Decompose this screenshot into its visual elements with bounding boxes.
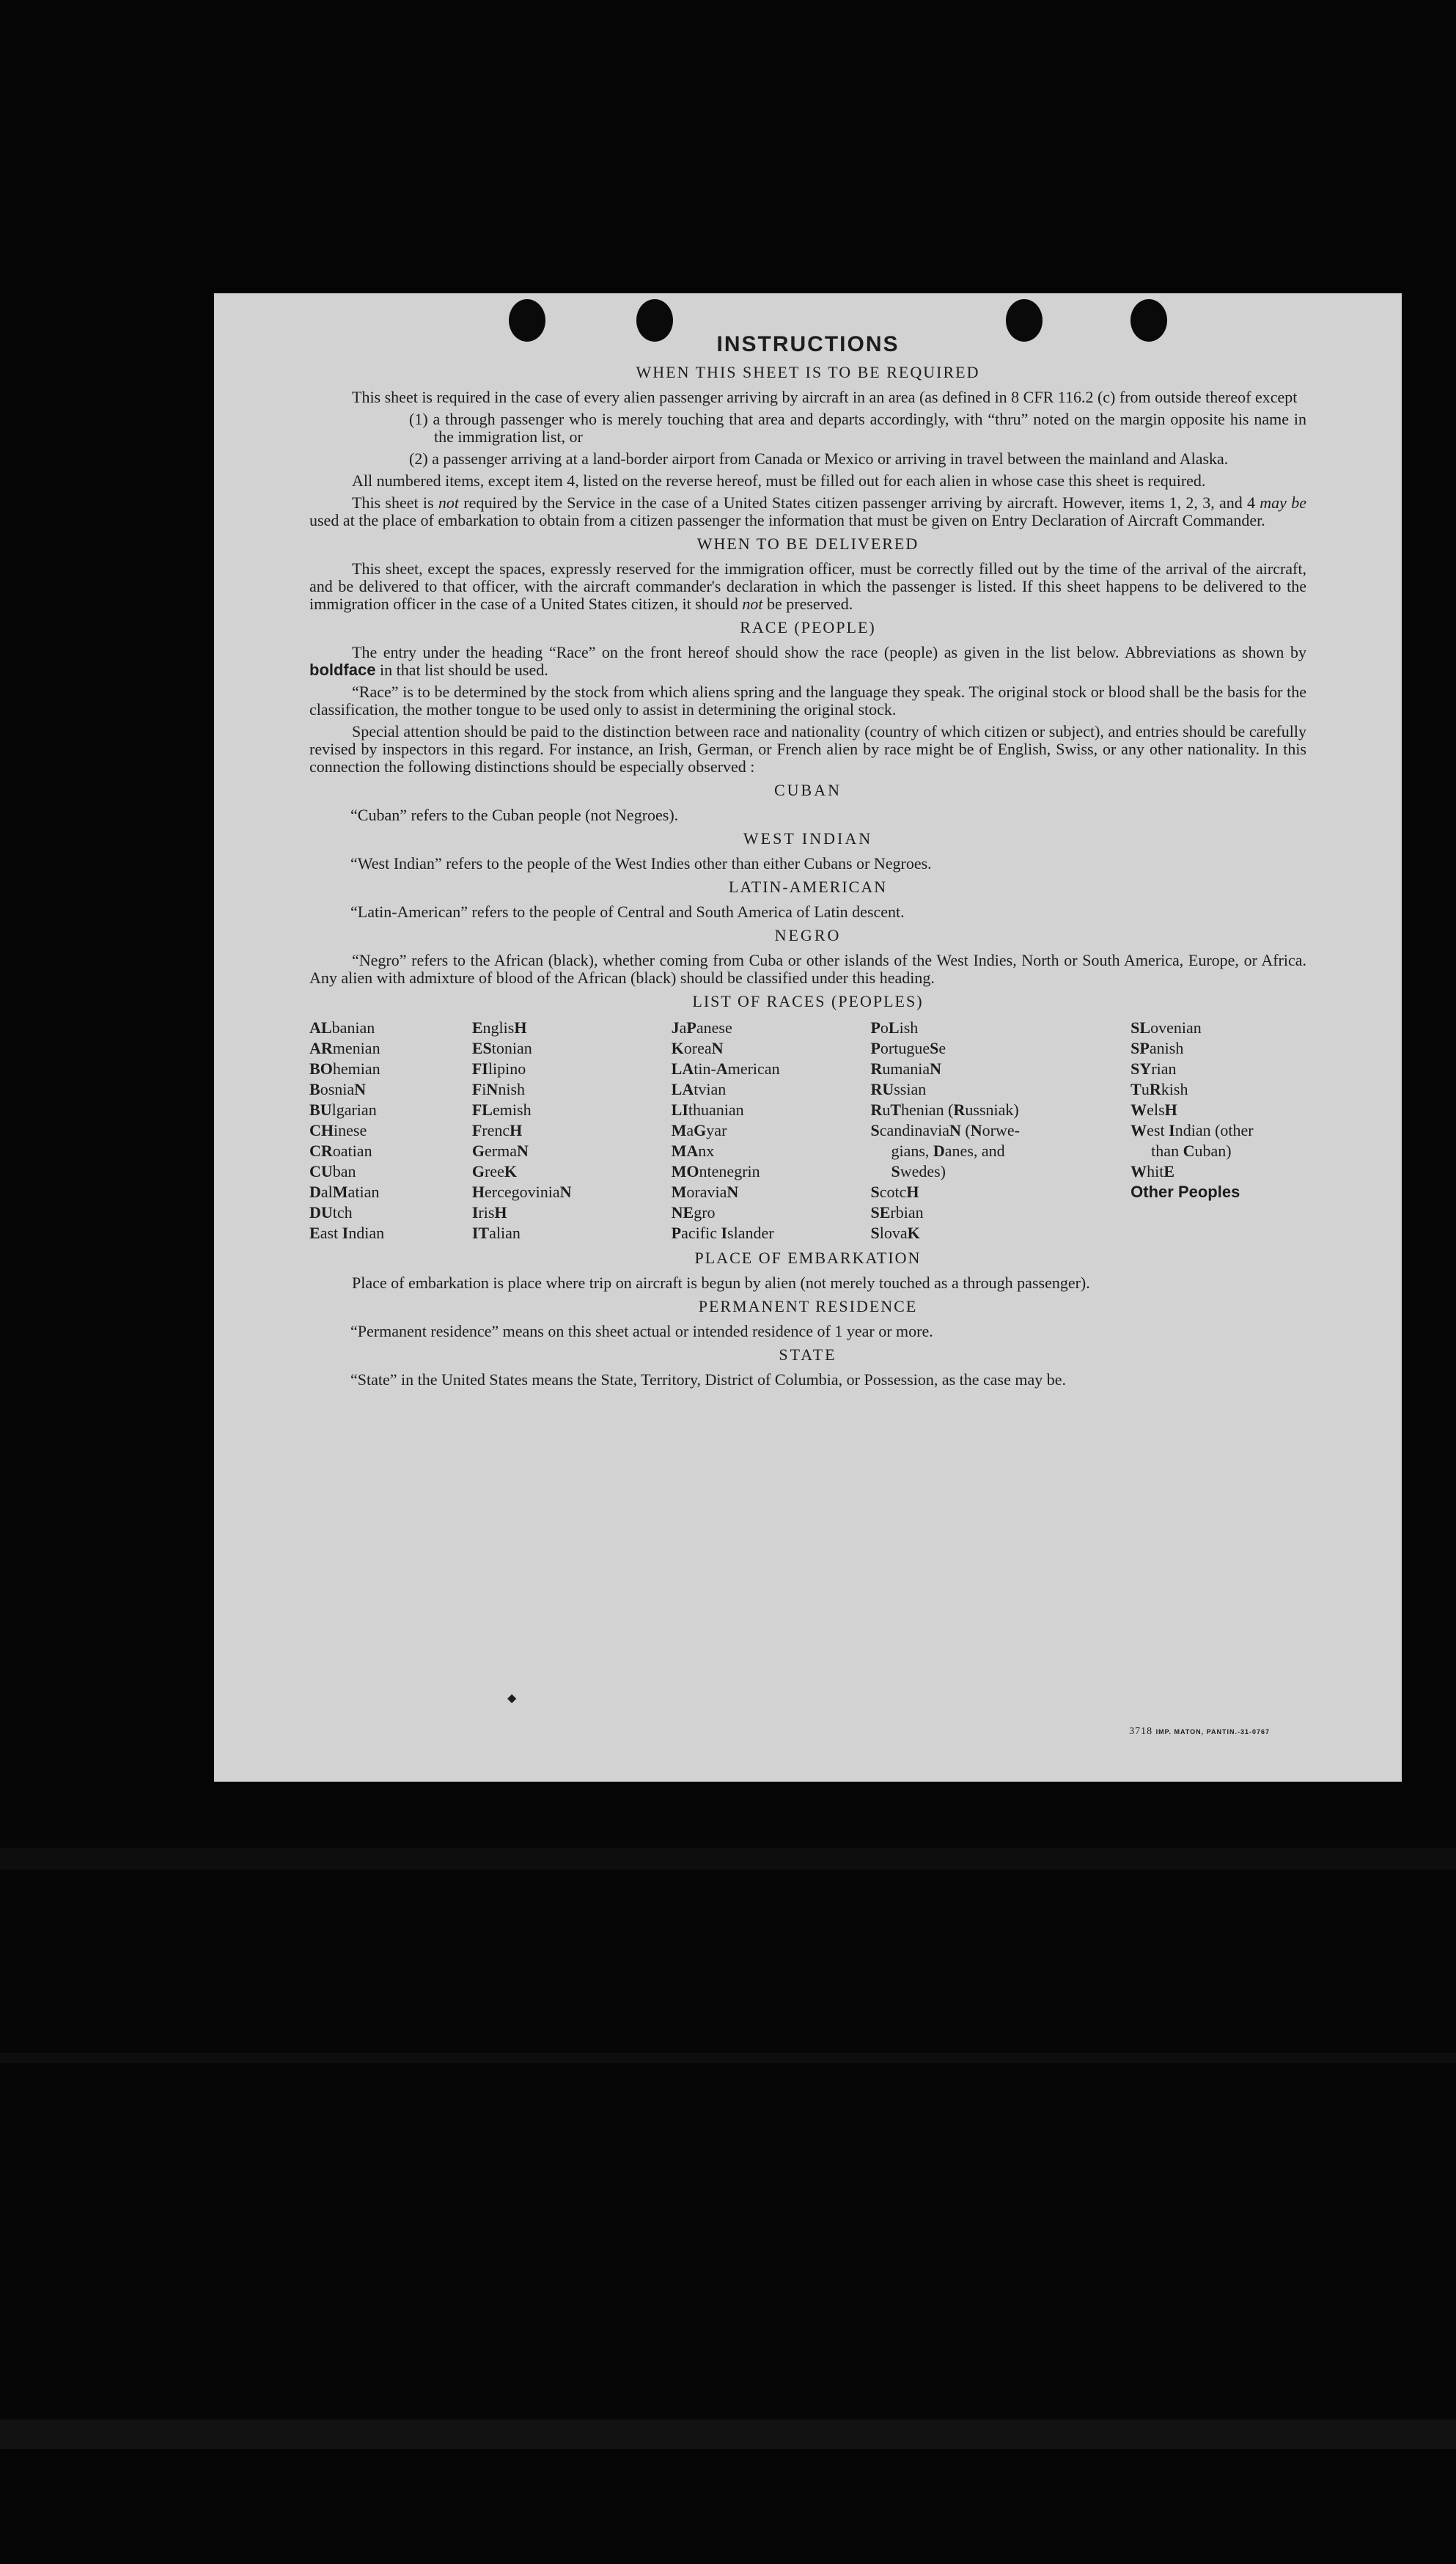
race-entry: BosniaN <box>309 1080 367 1098</box>
race-entry: East Indian <box>309 1224 385 1242</box>
race-entry: TuRkish <box>1130 1080 1188 1098</box>
state-text: “State” in the United States means the State, Territory, District of Columbia, or Possession, as the case may be. <box>350 1370 1067 1389</box>
race-entry: RUssian <box>870 1080 927 1098</box>
latin-american-text: “Latin-American” refers to the people of Central and South America of Latin descent. <box>350 903 905 921</box>
race-entry: GreeK <box>471 1162 517 1180</box>
race-entry: CRoatian <box>309 1142 372 1160</box>
race-entry: BOhemian <box>309 1059 380 1078</box>
race-entry: SYrian <box>1130 1059 1177 1078</box>
instruction-sheet <box>214 293 1402 1782</box>
required-intro: This sheet is required in the case of every alien passenger arriving by aircraft in an area (as defined in 8 CFR 116.2 (c) from outside thereof except <box>352 388 1298 406</box>
heading-west-indian: WEST INDIAN <box>743 829 873 848</box>
embarkation-text: Place of embarkation is place where trip on aircraft is begun by alien (not merely touched as a through passenger). <box>352 1274 1090 1292</box>
race-entry: Other Peoples <box>1130 1183 1240 1201</box>
race-entry: Swedes) <box>891 1162 946 1180</box>
races-column <box>1130 1018 1306 1244</box>
race-entry: MOntenegrin <box>671 1162 760 1180</box>
west-indian-text: “West Indian” refers to the people of the West Indies other than either Cubans or Negroes. <box>350 854 932 873</box>
race-entry: ITalian <box>471 1224 521 1242</box>
punch-hole <box>1130 299 1167 342</box>
sheet-title: INSTRUCTIONS <box>716 332 900 356</box>
exception-item-1: (1) a through passenger who is merely touching that area and departs accordingly, with “thru” noted on the margin opposite his name in the immigration list, or <box>409 410 1306 446</box>
citizen-passenger-text: This sheet is not required by the Service in the case of a United States citizen passenger arriving by aircraft. However, items 1, 2, 3, and 4 may be used at the place of embarkation to obtain from a citizen passenger the information that must be given on Entry Declaration of Aircraft Commander. <box>309 493 1306 529</box>
race-entry: ALbanian <box>309 1018 375 1037</box>
cuban-text: “Cuban” refers to the Cuban people (not Negroes). <box>350 806 679 824</box>
race-entry: GermaN <box>471 1142 529 1160</box>
residence-text: “Permanent residence” means on this sheet actual or intended residence of 1 year or more. <box>350 1322 933 1340</box>
race-entry: FiNnish <box>471 1080 525 1098</box>
race-entry: ScandinaviaN (Norwe- <box>870 1121 1020 1139</box>
race-entry: EnglisH <box>471 1018 527 1037</box>
race-entry: than Cuban) <box>1151 1142 1232 1160</box>
printer-imprint: IMP. MATON, PANTIN.-31-0767 <box>1155 1728 1270 1735</box>
race-entry: Pacific Islander <box>671 1224 774 1242</box>
heading-when-required: WHEN THIS SHEET IS TO BE REQUIRED <box>636 363 980 381</box>
race-entry: RumaniaN <box>870 1059 941 1078</box>
race-entry: LAtvian <box>671 1080 727 1098</box>
heading-state: STATE <box>779 1345 837 1364</box>
heading-negro: NEGRO <box>774 926 842 944</box>
punch-hole <box>509 299 545 342</box>
race-entry: NEgro <box>671 1203 716 1222</box>
race-entry: WhitE <box>1130 1162 1175 1180</box>
heading-cuban: CUBAN <box>773 781 842 799</box>
race-entry: SErbian <box>870 1203 924 1222</box>
race-entry: SlovaK <box>870 1224 920 1242</box>
exception-item-2: (2) a passenger arriving at a land-border airport from Canada or Mexico or arriving in travel between the mainland and Alaska. <box>409 449 1229 468</box>
race-entry: DUtch <box>309 1203 353 1222</box>
race-entry: FIlipino <box>471 1059 526 1078</box>
races-column <box>672 1018 871 1244</box>
ink-mark: ◆ <box>507 1692 517 1705</box>
race-entry: SPanish <box>1130 1039 1184 1057</box>
race-entry: PortugueSe <box>870 1039 946 1057</box>
races-column <box>472 1018 672 1244</box>
delivery-text: This sheet, except the spaces, expressly reserved for the immigration officer, must be correctly filled out by the time of the arrival of the aircraft, and be delivered to that officer, with the aircraft commander's declaration in which the passenger is listed. If this sheet happens to be delivered to the immigration officer in the case of a United States citizen, it should not be preserved. <box>309 559 1306 613</box>
form-footer <box>1129 1723 1270 1741</box>
heading-list-of-races: LIST OF RACES (PEOPLES) <box>692 992 924 1010</box>
race-entry: PoLish <box>870 1018 919 1037</box>
race-entry: ARmenian <box>309 1039 380 1057</box>
race-entry: BUlgarian <box>309 1101 377 1119</box>
race-paragraph-3: Special attention should be paid to the distinction between race and nationality (country of which citizen or subject), and entries should be carefully revised by inspectors in this regard. For instance, an Irish, German, or French alien by race might be of English, Swiss, or any other nationality. In this connection the following distinctions should be especially observed : <box>309 722 1306 776</box>
race-entry: MAnx <box>671 1142 715 1160</box>
heading-permanent-residence: PERMANENT RESIDENCE <box>698 1297 918 1315</box>
race-entry: EStonian <box>471 1039 532 1057</box>
race-paragraph-2: “Race” is to be determined by the stock from which aliens spring and the language they speak. The original stock or blood shall be the basis for the classification, the mother tongue to be used only to assist in determining the original stock. <box>309 683 1306 719</box>
race-entry: SLovenian <box>1130 1018 1202 1037</box>
heading-embarkation: PLACE OF EMBARKATION <box>694 1249 922 1267</box>
race-entry: HercegoviniaN <box>471 1183 572 1201</box>
race-entry: CHinese <box>309 1121 367 1139</box>
race-paragraph-1: The entry under the heading “Race” on the front hereof should show the race (people) as given in the list below. Abbreviations as shown by boldface in that list should be used. <box>309 643 1306 679</box>
race-entry: WelsH <box>1130 1101 1177 1119</box>
punch-hole <box>636 299 673 342</box>
race-entry: LIthuanian <box>671 1101 744 1119</box>
race-entry: RuThenian (Russniak) <box>870 1101 1019 1119</box>
race-entry: ScotcH <box>870 1183 919 1201</box>
race-entry: JaPanese <box>671 1018 732 1037</box>
race-entry: DalMatian <box>309 1183 380 1201</box>
race-entry: West Indian (other <box>1130 1121 1254 1139</box>
form-number: 3718 <box>1129 1726 1153 1737</box>
race-entry: FrencH <box>471 1121 523 1139</box>
race-entry: LAtin-American <box>671 1059 780 1078</box>
race-entry: MaGyar <box>671 1121 727 1139</box>
punch-hole <box>1006 299 1043 342</box>
races-column <box>870 1018 1130 1244</box>
race-entry: MoraviaN <box>671 1183 739 1201</box>
race-entry: IrisH <box>471 1203 507 1222</box>
heading-when-delivered: WHEN TO BE DELIVERED <box>696 535 919 553</box>
heading-race: RACE (PEOPLE) <box>740 618 876 636</box>
race-entry: gians, Danes, and <box>891 1142 1005 1160</box>
race-entry: KoreaN <box>671 1039 724 1057</box>
negro-text: “Negro” refers to the African (black), whether coming from Cuba or other islands of the West Indies, North or South America, Europe, or Africa. Any alien with admixture of blood of the African (black) should be classified under this heading. <box>309 951 1306 987</box>
race-entry: CUban <box>309 1162 356 1180</box>
race-entry: FLemish <box>471 1101 532 1119</box>
races-list <box>309 1018 1306 1244</box>
numbered-items-text: All numbered items, except item 4, listed on the reverse hereof, must be filled out for each alien in whose case this sheet is required. <box>352 471 1206 490</box>
heading-latin-american: LATIN-AMERICAN <box>728 878 888 896</box>
races-column <box>309 1018 472 1244</box>
